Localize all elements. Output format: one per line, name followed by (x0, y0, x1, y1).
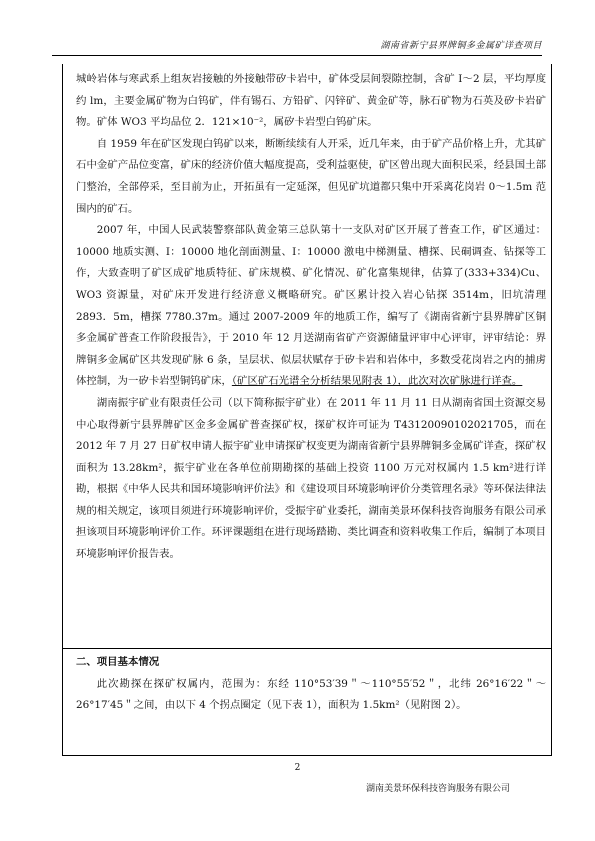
running-header: 湖南省新宁县界牌铜多金属矿详查项目 (380, 41, 542, 51)
paragraph-survey (76, 220, 546, 393)
paragraph-scope: 此次勘探在探矿权属内，范围为：东经 110°53′39＂～110°55′52＂，北纬 26°16′22＂～26°17′45＂之间，由以下 4 个拐点圈定（见下表 1），面积为 1.5km²（见附图 2）。 (76, 677, 546, 712)
survey-text: 2007 年，中国人民武装警察部队黄金第三总队第十一支队对矿区开展了普查工作，矿区通过：10000 地质实测、Ⅰ：10000 地化剖面测量、Ⅰ：10000 激电中梯测量、槽探、民硐调查、钻探等工作，大致查明了矿区成矿地质特征、矿床规模、矿化情况、矿化富集规律，估算了(333+334)Cu、WO3 资源量，对矿床开发进行经济意义概略研究。矿区累计投入岩心钻探 3514m，旧坑清理 2893．5m，槽探 7780.37m。通过 2007-2009 年的地质工作，编写了《湖南省新宁县界牌矿区铜多金属矿普查工作阶段报告》，于 2010 年 12 月送湖南省矿产资源储量评审中心评审，评审结论：界牌铜多金属矿区共发现矿脉 6 条，呈层状、似层状赋存于矽卡岩和岩体中，多数受花岗岩之内的捕虏体控制，为一矽卡岩型铜钨矿床， (76, 224, 546, 388)
survey-note-underlined: （矿区矿石光谱全分析结果见附表 1），此次对次矿脉进行详查。 (231, 375, 523, 388)
paragraph-company: 湖南振宇矿业有限责任公司（以下简称振宇矿业）在 2011 年 11 月 11 日从湖南省国土资源交易中心取得新宁县界牌矿区金多金属矿普查探矿权，探矿权许可证为 T43120090102021705，而在 2012 年 7 月 27 日矿权申请人振宇矿业申请探矿权变更为湖南省新宁县界牌铜多金属矿详查，探矿权面积为 13.28km²，振宇矿业在各单位前期勘探的基础上投资 1100 万元对权属内 1.5 km²进行详勘，根据《中华人民共和国环境影响评价法》和《建设项目环境影响评价分类管理名录》等环保法律法规的相关规定，该项目须进行环境影响评价，受振宇矿业委托，湖南美景环保科技咨询服务有限公司承担该项目环境影响评价工作。环评课题组在进行现场踏勘、类比调查和资料收集工作后，编制了本项目环境影响评价报告表。 (76, 396, 546, 561)
header-rule (52, 55, 542, 56)
footer-company: 湖南美景环保科技咨询服务有限公司 (365, 784, 510, 794)
paragraph-history: 自 1959 年在矿区发现白钨矿以来，断断续续有人开采，近几年来，由于矿产品价格上升，尤其矿石中金矿产品位变富，矿床的经济价值大幅度提高，受利益驱使，矿区曾出现大面积民采，经县国土部门整治，全部停采，至目前为止，开拓虽有一定延深，但见矿坑道都只集中开采离花岗岩 0～1.5m 范围内的矿石。 (76, 137, 546, 215)
page-number: 2 (294, 763, 301, 773)
paragraph-orebody: 城岭岩体与寒武系上组灰岩接触的外接触带矽卡岩中，矿体受层间裂隙控制，含矿 Ⅰ～2 层，平均厚度约 lm，主要金属矿物为白钨矿，伴有锡石、方铅矿、闪锌矿、黄金矿等，脉石矿物为石英及矽卡岩矿物。矿体 WO3 平均品位 2．121×10⁻²，属矽卡岩型白钨矿床。 (76, 73, 546, 129)
body-text (76, 69, 546, 566)
section-title: 二、项目基本情况 (76, 656, 160, 668)
section-divider (62, 648, 552, 649)
section-two (76, 652, 546, 717)
